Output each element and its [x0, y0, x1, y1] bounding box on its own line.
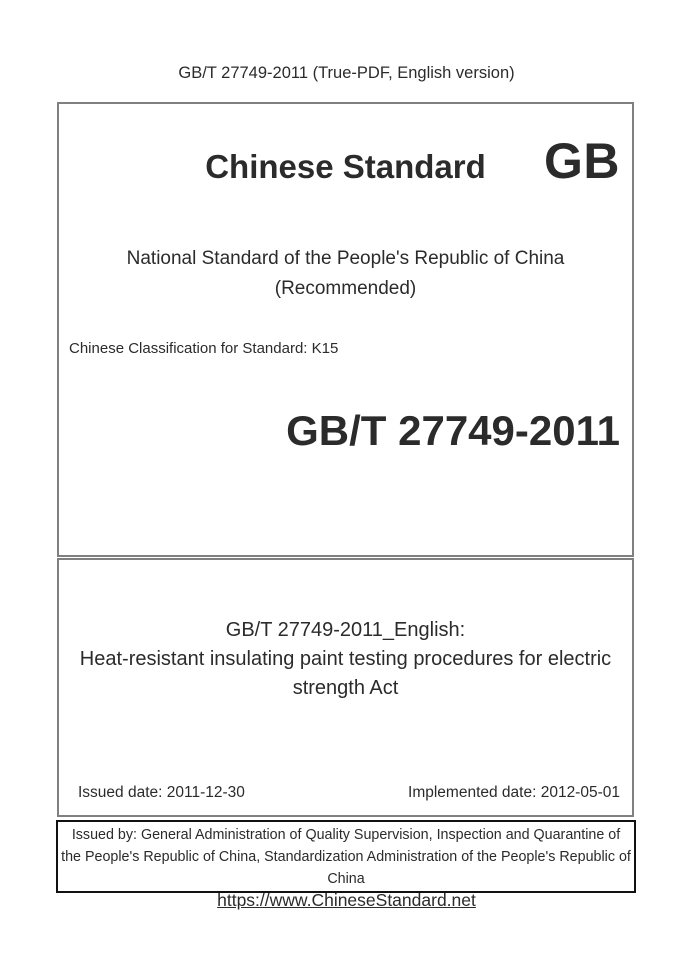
issuer-line-1: Issued by: General Administration of Quality Supervision, Inspection and Quarantine of [71, 827, 621, 843]
gb-logo: GB [544, 133, 620, 189]
footer [0, 889, 693, 911]
issuer-box [56, 820, 636, 893]
implemented-date: Implemented date: 2012-05-01 [408, 784, 620, 801]
standard-code-english: GB/T 27749-2011_English: [225, 619, 466, 641]
website-link[interactable]: https://www.ChineseStandard.net [217, 890, 476, 910]
document-header: GB/T 27749-2011 (True-PDF, English version) [178, 64, 515, 82]
dates-row [59, 784, 632, 802]
classification-note: Chinese Classification for Standard: K15 [69, 340, 339, 357]
standard-code: GB/T 27749-2011 [286, 407, 620, 454]
standard-title [59, 616, 632, 703]
cover-box [57, 102, 634, 557]
subtitle-line-1: National Standard of the People's Republic of China [126, 248, 565, 269]
issuer-line-3: China [327, 871, 365, 887]
standard-title-line-1: Heat-resistant insulating paint testing procedures for electric [79, 648, 612, 670]
title-box [57, 558, 634, 817]
subtitle-line-2: (Recommended) [274, 278, 417, 299]
brand-title: Chinese Standard [205, 148, 486, 185]
issued-date: Issued date: 2011-12-30 [78, 784, 245, 801]
issuer-line-2: the People's Republic of China, Standardization Administration of the People's Republic of [61, 849, 631, 865]
national-standard-subtitle [59, 244, 632, 304]
standard-title-line-2: strength Act [292, 677, 399, 699]
issuer-statement [58, 824, 634, 890]
